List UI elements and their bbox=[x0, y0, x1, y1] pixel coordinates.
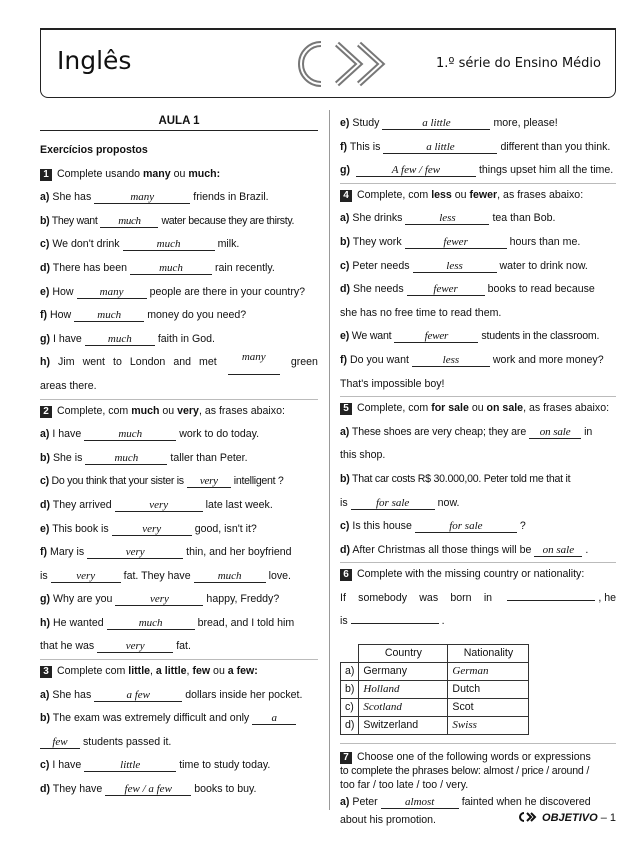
answer-blank[interactable]: a few bbox=[94, 689, 182, 702]
exercise-item: If somebody was born in , he bbox=[340, 591, 616, 604]
exercise-item-continued: is . bbox=[340, 615, 445, 628]
exercise-item: g) A few / few things upset him all the time. bbox=[340, 164, 614, 177]
exercise-item: c) We don't drink much milk. bbox=[40, 238, 240, 251]
answer-blank[interactable]: for sale bbox=[415, 520, 517, 533]
exercise-item: g) I have much faith in God. bbox=[40, 332, 215, 345]
exercise-item: a) She has a few dollars inside her pocket. bbox=[40, 688, 303, 701]
exercise-item: d) There has been much rain recently. bbox=[40, 261, 275, 274]
answer-blank[interactable]: A few / few bbox=[356, 164, 476, 177]
exercise-item: e) Study a little more, please! bbox=[340, 117, 558, 129]
exercise-item: a) She drinks less tea than Bob. bbox=[340, 212, 556, 225]
answer-cell[interactable]: German bbox=[448, 663, 529, 681]
answer-blank[interactable]: much bbox=[100, 215, 158, 228]
exercise-number: 5 bbox=[340, 403, 352, 415]
answer-blank[interactable]: many bbox=[228, 351, 280, 375]
exercise-item: b) She is much taller than Peter. bbox=[40, 451, 248, 464]
exercise-2-instruction: 2 Complete, com much ou very, as frases abaixo: bbox=[40, 399, 318, 424]
exercise-item-continued: this shop. bbox=[340, 449, 386, 462]
exercise-item: h) He wanted much bread, and I told him bbox=[40, 616, 295, 629]
exercise-item: c) Do you think that your sister is very intelligent ? bbox=[40, 475, 284, 488]
answer-blank[interactable]: for sale bbox=[351, 497, 435, 510]
exercise-item: a) Peter almost fainted when he discovered bbox=[340, 796, 591, 809]
answer-blank[interactable]: many bbox=[77, 286, 147, 299]
answer-blank[interactable]: a bbox=[252, 712, 296, 725]
answer-blank[interactable]: very bbox=[87, 546, 183, 559]
answer-blank[interactable]: much bbox=[85, 333, 155, 346]
exercise-item: f) Do you want less work and more money? bbox=[340, 353, 604, 366]
exercise-item-continued: is very fat. They have much love. bbox=[40, 569, 291, 582]
answer-cell[interactable]: Scotland bbox=[359, 699, 448, 717]
exercise-item: a) I have much work to do today. bbox=[40, 428, 260, 441]
exercise-item: a) She has many friends in Brazil. bbox=[40, 191, 269, 204]
answer-blank[interactable]: much bbox=[107, 617, 195, 630]
section-heading: Exercícios propostos bbox=[40, 144, 148, 156]
answer-blank[interactable]: a little bbox=[383, 141, 497, 154]
exercise-4-instruction: 4 Complete, com less ou fewer, as frases abaixo: bbox=[340, 183, 616, 208]
page-footer bbox=[519, 812, 616, 824]
exercise-item: a) These shoes are very cheap; they are on sale in bbox=[340, 425, 593, 438]
exercise-item: b) That car costs R$ 30.000,00. Peter told me that it bbox=[340, 472, 571, 485]
exercise-3-instruction: 3 Complete com little, a little, few ou a few: bbox=[40, 659, 318, 684]
answer-blank[interactable]: fewer bbox=[405, 236, 507, 249]
answer-blank[interactable]: fewer bbox=[394, 330, 478, 343]
page-header bbox=[40, 28, 616, 98]
exercise-item: c) Peter needs less water to drink now. bbox=[340, 259, 588, 272]
answer-blank[interactable]: much bbox=[85, 452, 167, 465]
exercise-item: e) This book is very good, isn't it? bbox=[40, 522, 257, 535]
answer-blank[interactable]: very bbox=[187, 475, 231, 488]
column-divider bbox=[329, 110, 330, 810]
exercise-item: h) Jim went to London and met many green bbox=[40, 351, 318, 375]
answer-blank[interactable]: little bbox=[84, 759, 176, 772]
exercise-item: c) I have little time to study today. bbox=[40, 759, 271, 772]
answer-cell[interactable]: Swiss bbox=[448, 717, 529, 735]
answer-blank[interactable]: less bbox=[413, 260, 497, 273]
exercise-item-continued: areas there. bbox=[40, 379, 97, 392]
answer-blank[interactable]: many bbox=[94, 191, 190, 204]
exercise-item: f) How much money do you need? bbox=[40, 309, 247, 322]
exercise-item-continued: few students passed it. bbox=[40, 731, 318, 755]
objetivo-logo-icon bbox=[289, 34, 399, 94]
lesson-title: AULA 1 bbox=[40, 112, 318, 131]
table-header: Country bbox=[359, 645, 448, 663]
exercise-number: 4 bbox=[340, 190, 352, 202]
exercise-item: d) They arrived very late last week. bbox=[40, 498, 273, 511]
exercise-item: b) The exam was extremely difficult and only a bbox=[40, 707, 318, 731]
exercise-item: b) They want much water because they are thirsty. bbox=[40, 214, 295, 227]
table-row: b) Holland Dutch bbox=[341, 681, 529, 699]
brand-name: OBJETIVO bbox=[542, 812, 598, 824]
exercise-item-continued: That's impossible boy! bbox=[340, 377, 445, 390]
answer-blank[interactable]: very bbox=[112, 523, 192, 536]
exercise-item-continued: she has no free time to read them. bbox=[340, 306, 502, 319]
exercise-item: e) How many people are there in your country? bbox=[40, 285, 306, 298]
exercise-item: f) This is a little different than you think. bbox=[340, 140, 611, 153]
answer-blank[interactable]: much bbox=[74, 309, 144, 322]
objetivo-small-logo-icon bbox=[519, 812, 539, 822]
exercise-number: 7 bbox=[340, 752, 352, 764]
exercise-item: f) Mary is very thin, and her boyfriend bbox=[40, 546, 292, 559]
answer-blank[interactable]: a little bbox=[382, 117, 490, 130]
answer-blank[interactable]: very bbox=[97, 640, 173, 653]
answer-blank[interactable]: few / a few bbox=[105, 783, 191, 796]
table-row: a) Germany German bbox=[341, 663, 529, 681]
exercise-item: b) They work fewer hours than me. bbox=[340, 235, 581, 248]
page-number: – 1 bbox=[600, 812, 616, 824]
answer-cell[interactable]: Holland bbox=[359, 681, 448, 699]
exercise-item: g) Why are you very happy, Freddy? bbox=[40, 593, 280, 606]
exercise-item: e) We want fewer students in the classroom. bbox=[340, 330, 600, 343]
answer-blank[interactable]: few bbox=[40, 736, 80, 749]
answer-blank[interactable]: very bbox=[51, 570, 121, 583]
exercise-item: d) They have few / a few books to buy. bbox=[40, 783, 257, 796]
exercise-item: c) Is this house for sale ? bbox=[340, 520, 526, 533]
answer-blank[interactable]: on sale bbox=[534, 544, 582, 557]
exercise-item-continued: that he was very fat. bbox=[40, 640, 191, 653]
answer-blank[interactable] bbox=[507, 600, 595, 601]
answer-blank[interactable]: much bbox=[130, 262, 212, 275]
subject-title: Inglês bbox=[57, 46, 132, 75]
exercise-1-instruction: 1 Complete usando many ou much: bbox=[40, 163, 318, 187]
nationality-table bbox=[340, 644, 529, 735]
exercise-5-instruction: 5 Complete, com for sale ou on sale, as frases abaixo: bbox=[340, 396, 616, 421]
exercise-item: d) After Christmas all those things will be on sale . bbox=[340, 543, 589, 556]
answer-blank[interactable]: on sale bbox=[529, 426, 581, 439]
exercise-item: d) She needs fewer books to read because bbox=[340, 283, 595, 296]
exercise-number: 1 bbox=[40, 169, 52, 181]
answer-blank[interactable]: almost bbox=[381, 796, 459, 809]
answer-blank[interactable]: less bbox=[405, 212, 489, 225]
answer-blank[interactable] bbox=[351, 623, 439, 624]
table-row: c) Scotland Scot bbox=[341, 699, 529, 717]
exercise-number: 6 bbox=[340, 569, 352, 581]
grade-subtitle: 1.º série do Ensino Médio bbox=[435, 56, 601, 71]
answer-blank[interactable]: fewer bbox=[407, 283, 485, 296]
exercise-number: 3 bbox=[40, 666, 52, 678]
exercise-item-continued: is for sale now. bbox=[340, 496, 460, 509]
table-header: Nationality bbox=[448, 645, 529, 663]
left-column bbox=[40, 112, 318, 802]
answer-blank[interactable]: much bbox=[123, 238, 215, 251]
exercise-7-instruction: 7 Choose one of the following words or expressions to complete the phrases below: almost / price / around / too far / too late / too / very. bbox=[340, 743, 616, 792]
exercise-item-continued: about his promotion. bbox=[340, 814, 436, 827]
answer-blank[interactable]: much bbox=[84, 428, 176, 441]
answer-blank[interactable]: less bbox=[412, 354, 490, 367]
answer-blank[interactable]: very bbox=[115, 593, 203, 606]
exercise-6-instruction: 6 Complete with the missing country or nationality: bbox=[340, 562, 616, 587]
answer-blank[interactable]: very bbox=[115, 499, 203, 512]
table-row: d) Switzerland Swiss bbox=[341, 717, 529, 735]
answer-blank[interactable]: much bbox=[194, 570, 266, 583]
exercise-number: 2 bbox=[40, 406, 52, 418]
right-column bbox=[340, 112, 616, 828]
